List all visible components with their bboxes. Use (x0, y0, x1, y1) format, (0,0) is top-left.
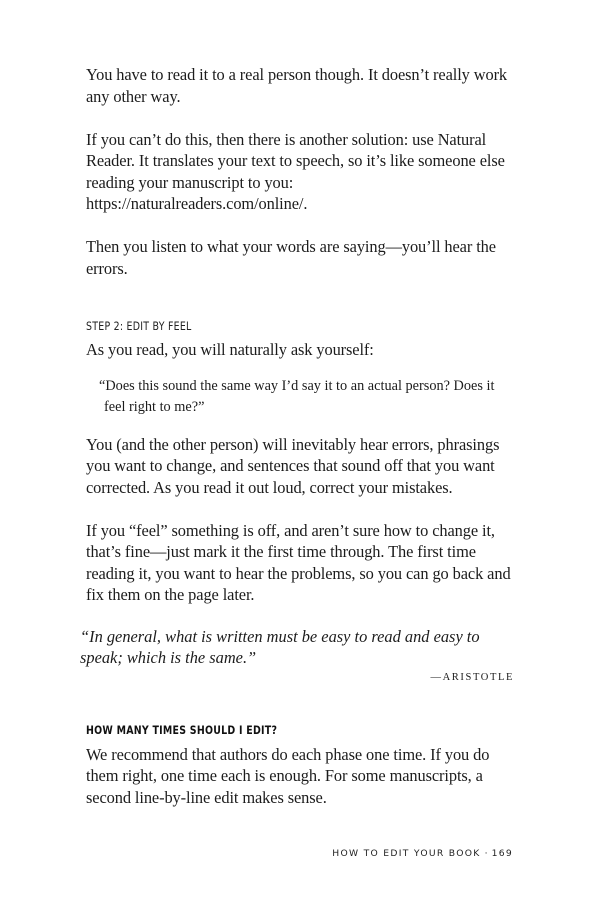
book-title: HOW TO EDIT YOUR BOOK (332, 848, 481, 859)
section-heading-how-many-times: HOW MANY TIMES SHOULD I EDIT? (86, 722, 278, 737)
epigraph (80, 626, 514, 683)
section-heading-step2: STEP 2: EDIT BY FEEL (86, 319, 192, 333)
epigraph-quote: “In general, what is written must be easy to read and easy to speak; which is the same.” (80, 626, 480, 667)
body-paragraph: If you “feel” something is off, and aren’t sure how to change it, that’s fine—just mark it the first time through. The first time reading it, you want to hear the problems, so you can go back and fix them on the page later. (86, 520, 511, 604)
body-paragraph: Then you listen to what your words are saying—you’ll hear the errors. (86, 237, 496, 278)
body-paragraph: You (and the other person) will inevitably hear errors, phrasings you want to change, and sentences that sound off that you want corrected. As you read it out loud, correct your mistakes. (86, 434, 500, 497)
page-number: 169 (491, 848, 513, 859)
block-quote: “Does this sound the same way I’d say it to an actual person? Does it feel right to me?” (99, 377, 495, 415)
epigraph-attribution: —ARISTOTLE (430, 671, 514, 683)
body-paragraph: We recommend that authors do each phase one time. If you do them right, one time each is enough. For some manuscripts, a second line-by-line edit makes sense. (86, 744, 490, 807)
body-paragraph: If you can’t do this, then there is another solution: use Natural Reader. It translates your text to speech, so it’s like someone else reading your manuscript to you: https://naturalreaders.com/online/. (86, 129, 505, 213)
footer-separator: · (484, 848, 488, 859)
running-footer (332, 848, 513, 859)
body-paragraph: As you read, you will naturally ask yourself: (86, 340, 374, 359)
body-paragraph: You have to read it to a real person though. It doesn’t really work any other way. (86, 65, 508, 106)
page-content (80, 64, 514, 808)
